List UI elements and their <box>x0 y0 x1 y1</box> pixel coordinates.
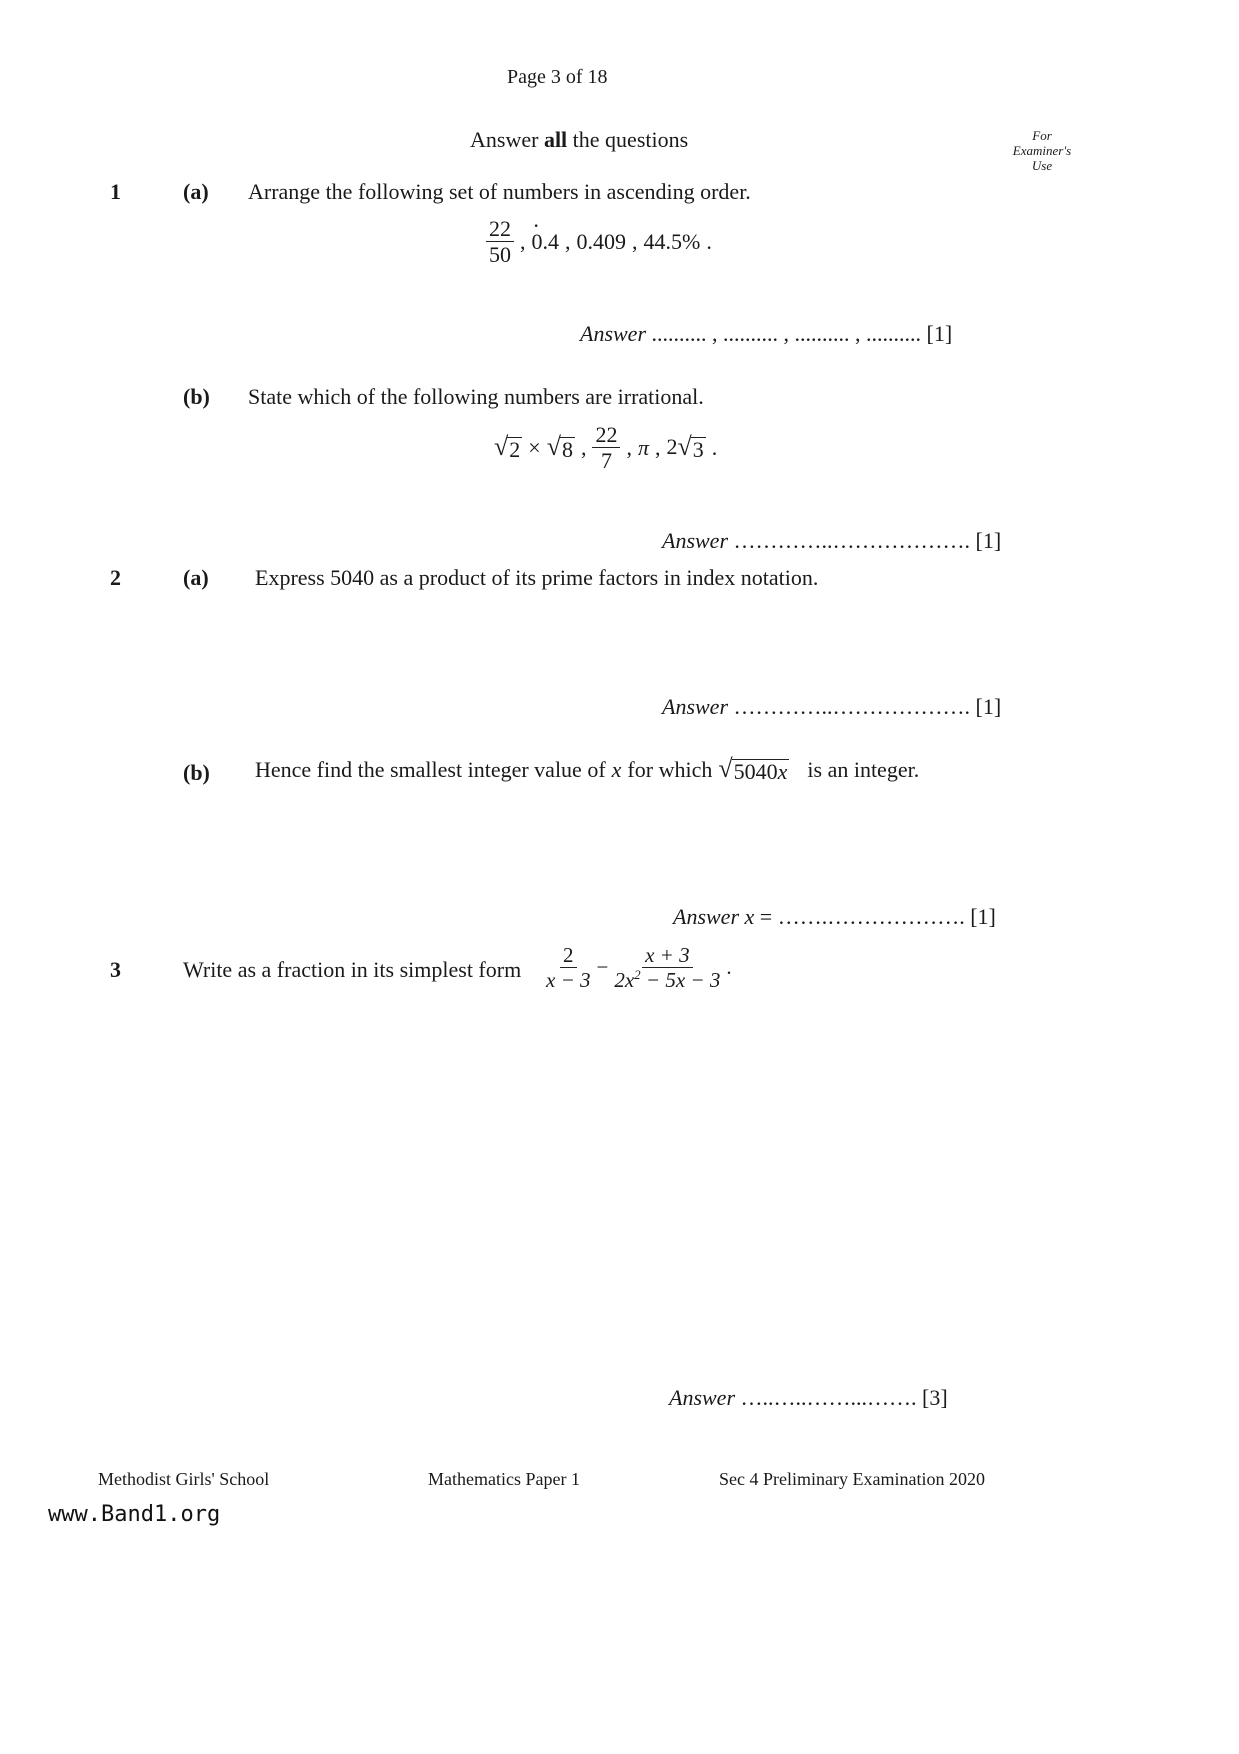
question-2-number: 2 <box>110 565 121 590</box>
question-3-expression <box>543 943 732 992</box>
instruction-heading <box>470 127 688 153</box>
fraction-denominator: 50 <box>489 242 511 268</box>
question-3-number: 3 <box>110 957 121 982</box>
equals-sign: = <box>759 904 773 929</box>
separator: , <box>520 228 526 254</box>
radicand-variable: x <box>777 759 788 784</box>
denominator-term: 2x <box>614 968 635 993</box>
answer-line-2a <box>662 694 1001 720</box>
answer-blank[interactable]: …………..………………. <box>733 694 970 719</box>
fraction-numerator: 2 <box>560 943 577 968</box>
examiner-note-line1: For <box>1032 128 1052 143</box>
examiner-note-line2: Examiner's <box>1012 143 1072 158</box>
fraction-numerator: 22 <box>486 216 514 242</box>
fraction-denominator <box>611 968 723 992</box>
square-root-2: √ 2 <box>494 431 521 462</box>
instruction-suffix: the questions <box>572 127 689 152</box>
watermark: www.Band1.org <box>48 1502 221 1527</box>
footer-exam: Sec 4 Preliminary Examination 2020 <box>719 1469 985 1489</box>
answer-blank[interactable]: …………..………………. <box>733 528 970 553</box>
square-root-5040x: √ 5040x <box>718 754 788 784</box>
question-2b-text <box>255 756 919 784</box>
minus-sign: − <box>596 955 609 980</box>
footer-school: Methodist Girls' School <box>98 1469 270 1489</box>
question-1a-label: (a) <box>183 179 209 204</box>
question-2a-label: (a) <box>183 565 209 590</box>
fraction-x-plus-3-over-quadratic <box>611 943 723 992</box>
variable-x: x <box>611 757 622 783</box>
two-root-3: 2 √ 3 <box>666 431 704 462</box>
radicand: 3 <box>692 436 704 462</box>
instruction-prefix: Answer <box>470 127 539 152</box>
question-1b-numbers <box>494 422 717 474</box>
times-sign: × <box>528 434 541 460</box>
separator: , <box>626 434 632 460</box>
answer-label: Answer <box>662 528 728 553</box>
fraction-numerator: x + 3 <box>642 943 693 968</box>
instruction-bold: all <box>543 127 568 152</box>
question-1b-text: State which of the following numbers are irrational. <box>248 384 704 409</box>
answer-label: Answer <box>673 904 739 929</box>
fraction-denominator: x − 3 <box>546 968 591 993</box>
fraction-numerator: 22 <box>592 422 620 448</box>
recurring-decimal: 0.4 · <box>532 229 560 255</box>
examiner-use-note <box>1004 128 1080 173</box>
answer-line-1a <box>580 321 952 347</box>
answer-label: Answer <box>580 321 646 346</box>
answer-label: Answer <box>662 694 728 719</box>
separator: , <box>655 434 661 460</box>
coefficient: 2 <box>666 433 678 459</box>
denominator-rest: − 5x − 3 <box>640 968 721 993</box>
footer-paper: Mathematics Paper 1 <box>428 1469 580 1489</box>
answer-blank[interactable]: …..…..……...……. <box>740 1385 917 1410</box>
radicand: 5040 <box>733 759 778 784</box>
marks: [3] <box>922 1385 948 1410</box>
separator: , <box>632 228 638 254</box>
question-1a-text: Arrange the following set of numbers in ascending order. <box>248 179 751 204</box>
radicand: 2 <box>509 436 521 462</box>
radicand: 8 <box>561 436 573 462</box>
question-2b-text-pre: Hence find the smallest integer value of <box>255 757 606 783</box>
square-root-8: √ 8 <box>546 431 573 462</box>
answer-blank[interactable]: .......... , .......... , .......... , .......... <box>651 321 921 346</box>
percentage: 44.5% <box>643 228 701 254</box>
question-2b-text-mid: for which <box>627 757 713 783</box>
pi-symbol: π <box>637 434 650 460</box>
answer-line-2b <box>673 904 996 930</box>
terminator: . <box>706 228 712 254</box>
marks: [1] <box>926 321 953 346</box>
question-1-number: 1 <box>110 179 121 204</box>
answer-line-3 <box>669 1385 948 1411</box>
marks: [1] <box>975 528 1002 553</box>
answer-line-1b <box>662 528 1001 554</box>
exponent: 2 <box>634 967 641 983</box>
marks: [1] <box>975 694 1002 719</box>
answer-label: Answer <box>669 1385 735 1410</box>
separator: , <box>565 228 571 254</box>
separator: , <box>580 434 587 460</box>
question-1a-numbers <box>486 216 712 268</box>
fraction-2-over-x-minus-3 <box>543 943 594 992</box>
marks: [1] <box>970 904 996 929</box>
fraction-22-50 <box>486 216 514 268</box>
answer-blank[interactable]: …….………………. <box>777 904 965 929</box>
decimal-number: 0.409 <box>576 228 626 254</box>
question-2a-text: Express 5040 as a product of its prime factors in index notation. <box>255 565 819 590</box>
fraction-denominator: 7 <box>600 448 612 474</box>
question-2b-text-post: is an integer. <box>807 757 920 783</box>
question-2b-label: (b) <box>183 760 210 785</box>
answer-variable: x <box>744 904 755 929</box>
terminator: . <box>711 434 718 460</box>
fraction-22-7 <box>592 422 620 474</box>
question-1b-label: (b) <box>183 384 210 409</box>
examiner-note-line3: Use <box>1031 158 1053 173</box>
page-number: Page 3 of 18 <box>507 66 608 88</box>
terminator: . <box>726 955 732 980</box>
question-3-text: Write as a fraction in its simplest form <box>183 957 522 982</box>
